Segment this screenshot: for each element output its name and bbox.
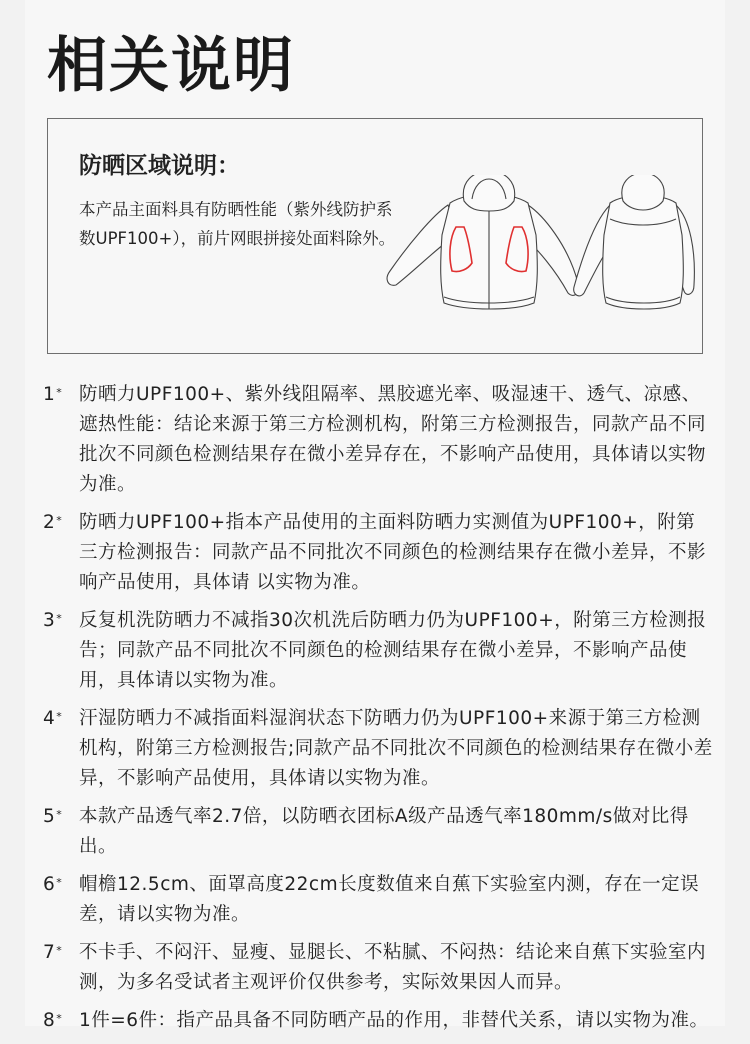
note-item: [43, 508, 713, 598]
note-number: 8*: [43, 1010, 63, 1031]
page: [25, 0, 725, 1031]
note-text: 防晒力UPF100+指本产品使用的主面料防晒力实测值为UPF100+，附第三方检测报告：同款产品不同批次不同颜色的检测结果存在微小差异，不影响产品使用，具体请 以实物为准。: [79, 512, 707, 593]
note-number: 7*: [43, 942, 63, 963]
note-item: [43, 1006, 713, 1036]
note-text: 本款产品透气率2.7倍，以防晒衣团标A级产品透气率180mm/s做对比得出。: [79, 806, 689, 857]
note-text: 帽檐12.5cm、面罩高度22cm长度数值来自蕉下实验室内测，存在一定误差，请以实物为准。: [79, 874, 700, 925]
note-text: 1件=6件：指产品具备不同防晒产品的作用，非替代关系，请以实物为准。: [79, 1010, 709, 1031]
jacket-sketch-image: [378, 175, 698, 325]
note-number: 3*: [43, 610, 63, 631]
note-number: 4*: [43, 708, 63, 729]
note-text: 汗湿防晒力不减指面料湿润状态下防晒力仍为UPF100+来源于第三方检测机构，附第三方检测报告;同款产品不同批次不同颜色的检测结果存在微小差异，不影响产品使用，具体请以实物为准。: [79, 708, 713, 789]
front-hood: [463, 175, 514, 211]
note-number: 2*: [43, 512, 63, 533]
note-text: 防晒力UPF100+、紫外线阻隔率、黑胶遮光率、吸湿速干、透气、凉感、遮热性能：结论来源于第三方检测机构，附第三方检测报告，同款产品不同批次不同颜色检测结果存在微小差异存在，不影响产品使用，具体请以实物为准。: [79, 384, 707, 495]
note-number: 1*: [43, 384, 63, 405]
back-hood: [622, 175, 664, 210]
box-description: 本产品主面料具有防晒性能（紫外线防护系数UPF100+），前片网眼拼接处面料除外。: [79, 200, 396, 248]
sun-protection-area-box: [47, 118, 703, 354]
note-number: 6*: [43, 874, 63, 895]
back-body: [603, 196, 684, 310]
note-item: [43, 938, 713, 998]
note-text: 反复机洗防晒力不减指30次机洗后防晒力仍为UPF100+，附第三方检测报告；同款产品不同批次不同颜色的检测结果存在微小差异，不影响产品使用，具体请以实物为准。: [79, 610, 707, 691]
note-item: [43, 870, 713, 930]
box-title: 防晒区域说明：: [79, 153, 240, 179]
notes-list: [43, 380, 713, 1044]
note-number: 5*: [43, 806, 63, 827]
note-item: [43, 380, 713, 500]
note-item: [43, 606, 713, 696]
note-item: [43, 802, 713, 862]
page-title: 相关说明: [47, 31, 295, 101]
note-item: [43, 704, 713, 794]
note-text: 不卡手、不闷汗、显瘦、显腿长、不粘腻、不闷热：结论来自蕉下实验室内测，为多名受试者主观评价仅供参考，实际效果因人而异。: [79, 942, 707, 993]
